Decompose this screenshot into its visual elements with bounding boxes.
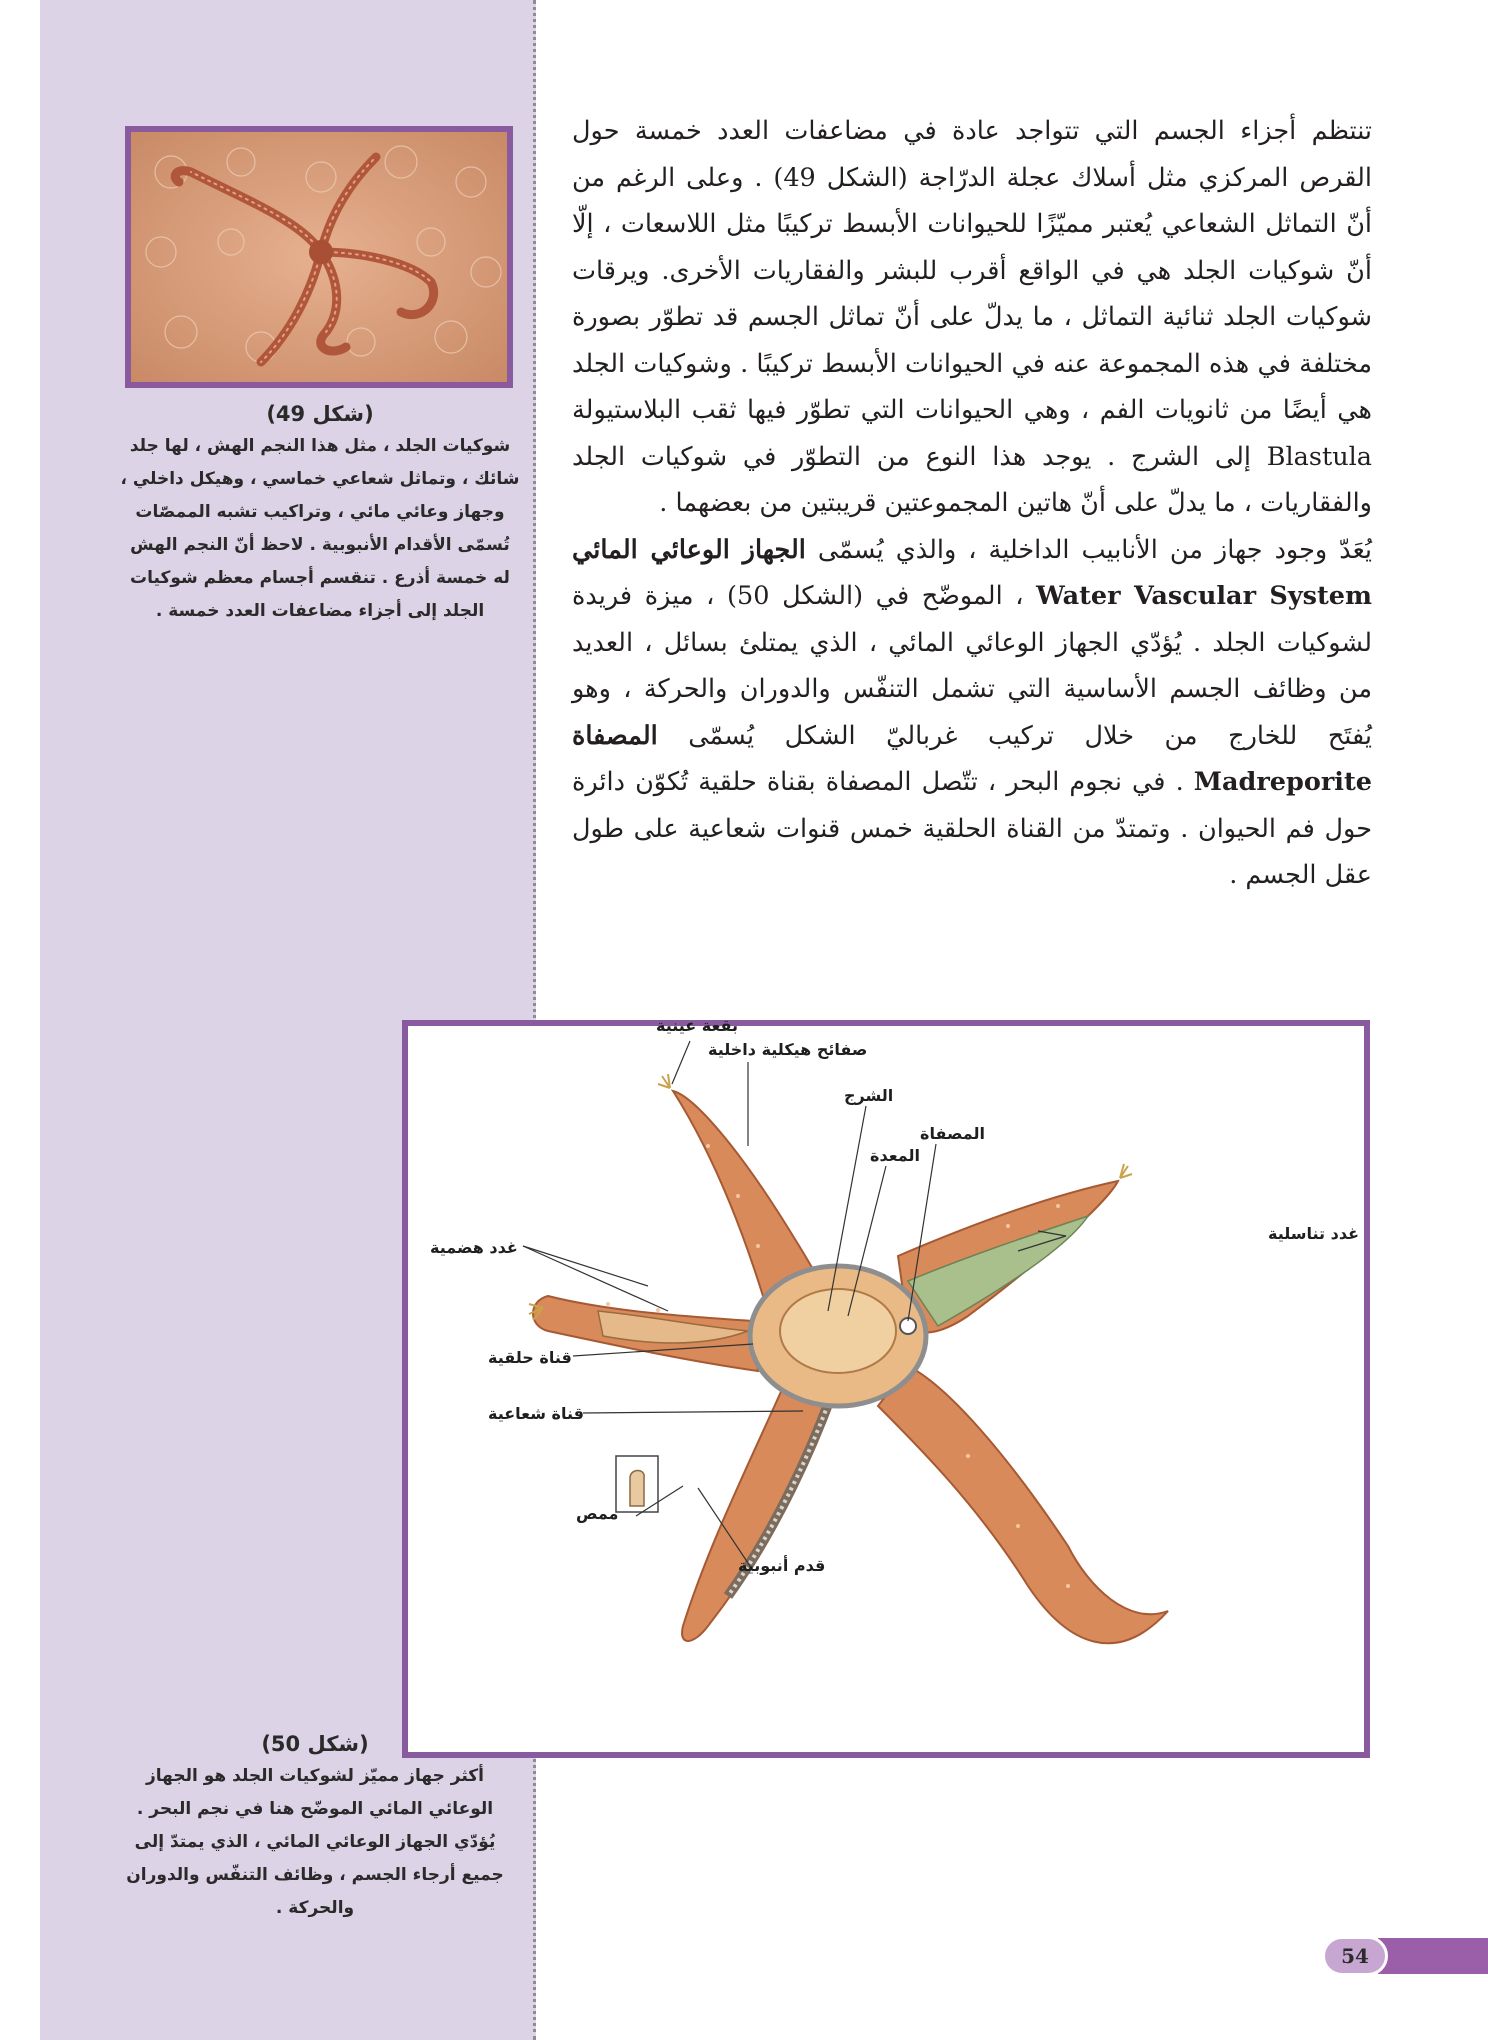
figure-49-caption — [120, 402, 520, 628]
term-madreporite: المصفاة Madreporite — [572, 720, 1372, 797]
paragraph-2-part-3: . في نجوم البحر ، تتّصل المصفاة بقناة حلقية تُكوّن دائرة حول فم الحيوان . وتمتدّ من القناة الحلقية خمس قنوات شعاعية على طول عقل الجسم . — [572, 767, 1372, 890]
label-gonads: غدد تناسلية — [1268, 1224, 1359, 1243]
paragraph-2 — [572, 527, 1372, 899]
paragraph-2-part-1: يُعَدّ وجود جهاز من الأنابيب الداخلية ، والذي يُسمّى — [805, 534, 1372, 565]
figure-49-photo — [125, 126, 513, 388]
label-tube-foot: قدم أنبوبية — [738, 1556, 826, 1575]
figure-50-number: (شكل 50) — [261, 1732, 369, 1756]
starfish-anatomy-image — [408, 1026, 1364, 1752]
figure-49-number: (شكل 49) — [266, 402, 374, 426]
label-ring-canal: قناة حلقية — [488, 1348, 572, 1367]
arm-bottom-left — [682, 1376, 838, 1641]
arm-bottom-right — [878, 1366, 1168, 1643]
figure-50-caption — [120, 1732, 510, 1925]
main-text — [572, 108, 1372, 899]
page-number: 54 — [1322, 1936, 1388, 1976]
label-eyespot: بقعة عينية — [656, 1016, 739, 1035]
paragraph-2-part-2: ، الموضّح في (الشكل 50) ، ميزة فريدة لشوكيات الجلد . يُؤدّي الجهاز الوعائي المائي ، الذي يمتلئ بسائل ، العديد من وظائف الجسم الأساسية التي تشمل التنفّس والدوران والحركة ، وهو يُفتَح للخارج من خلال تركيب غرباليّ الشكل يُسمّى — [572, 581, 1372, 751]
term-water-vascular-system: الجهاز الوعائي المائي Water Vascular System — [572, 534, 1372, 611]
label-digestive-glands: غدد هضمية — [430, 1238, 518, 1257]
label-anus: الشرج — [844, 1086, 894, 1105]
label-madreporite: المصفاة — [920, 1124, 985, 1143]
label-radial-canal: قناة شعاعية — [488, 1404, 584, 1423]
brittle-star-image — [131, 132, 507, 382]
figure-50-diagram — [402, 1016, 1370, 1758]
label-stomach: المعدة — [870, 1146, 920, 1165]
page-number-tab — [1378, 1938, 1488, 1974]
paragraph-1: تنتظم أجزاء الجسم التي تتواجد عادة في مضاعفات العدد خمسة حول القرص المركزي مثل أسلاك عجلة الدرّاجة (الشكل 49) . وعلى الرغم من أنّ التماثل الشعاعي يُعتبر مميّزًا للحيوانات الأبسط تركيبًا مثل اللاسعات ، إلّا أنّ شوكيات الجلد هي في الواقع أقرب للبشر والفقاريات الأخرى. ويرقات شوكيات الجلد ثنائية التماثل ، ما يدلّ على أنّ تماثل الجسم قد تطوّر بصورة مختلفة في هذه المجموعة عنه في الحيوانات الأبسط تركيبًا . وشوكيات الجلد هي أيضًا من ثانويات الفم ، وهي الحيوانات التي تطوّر فيها ثقب البلاستيولة Blastula إلى الشرج . يوجد هذا النوع من التطوّر في شوكيات الجلد والفقاريات ، ما يدلّ على أنّ هاتين المجموعتين قريبتين من بعضهما . — [572, 116, 1372, 518]
label-skeletal-plates: صفائح هيكلية داخلية — [708, 1040, 868, 1059]
figure-49-caption-text: شوكيات الجلد ، مثل هذا النجم الهش ، لها جلد شائك ، وتماثل شعاعي خماسي ، وهيكل داخلي ، وجهاز وعائي مائي ، وتراكيب تشبه الممصّات تُسمّى الأقدام الأنبوبية . لاحظ أنّ النجم الهش له خمسة أذرع . تنقسم أجسام معظم شوكيات الجلد إلى أجزاء مضاعفات العدد خمسة . — [120, 436, 520, 621]
figure-50-caption-text: أكثر جهاز مميّز لشوكيات الجلد هو الجهاز الوعائي المائي الموضّح هنا في نجم البحر . يُؤدّي الجهاز الوعائي المائي ، الذي يمتدّ إلى جميع أرجاء الجسم ، وظائف التنفّس والدوران والحركة . — [126, 1766, 504, 1918]
label-sucker: ممص — [576, 1504, 619, 1523]
